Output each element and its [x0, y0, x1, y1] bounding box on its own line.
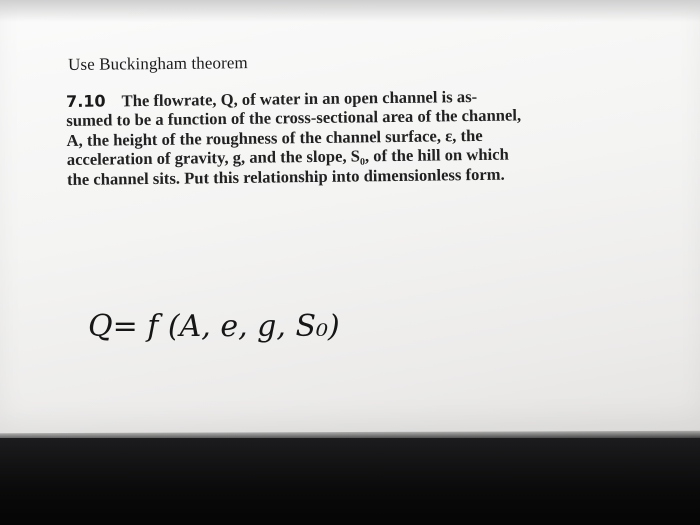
problem-line-3: A, the height of the roughness of the channel surface, ε, the [66, 125, 483, 150]
problem-line-1: 7.10 The flowrate, Q, of water in an open channel is as- [66, 86, 478, 111]
problem-number: 7.10 [66, 91, 106, 111]
problem-line-2: sumed to be a function of the cross-sectional area of the channel, [66, 105, 522, 131]
handwritten-equation-text: Q= f (A, e, g, S₀) [88, 309, 340, 344]
problem-line-5: the channel sits. Put this relationship into dimensionless form. [66, 164, 505, 189]
problem-statement [66, 86, 587, 189]
screen-top-shadow [0, 0, 700, 22]
handwritten-equation [88, 298, 448, 358]
instruction-text: Use Buckingham theorem [68, 53, 248, 74]
problem-line-4: acceleration of gravity, g, and the slope, S₀, of the hill on which [66, 144, 509, 170]
monitor-bezel [0, 438, 700, 525]
